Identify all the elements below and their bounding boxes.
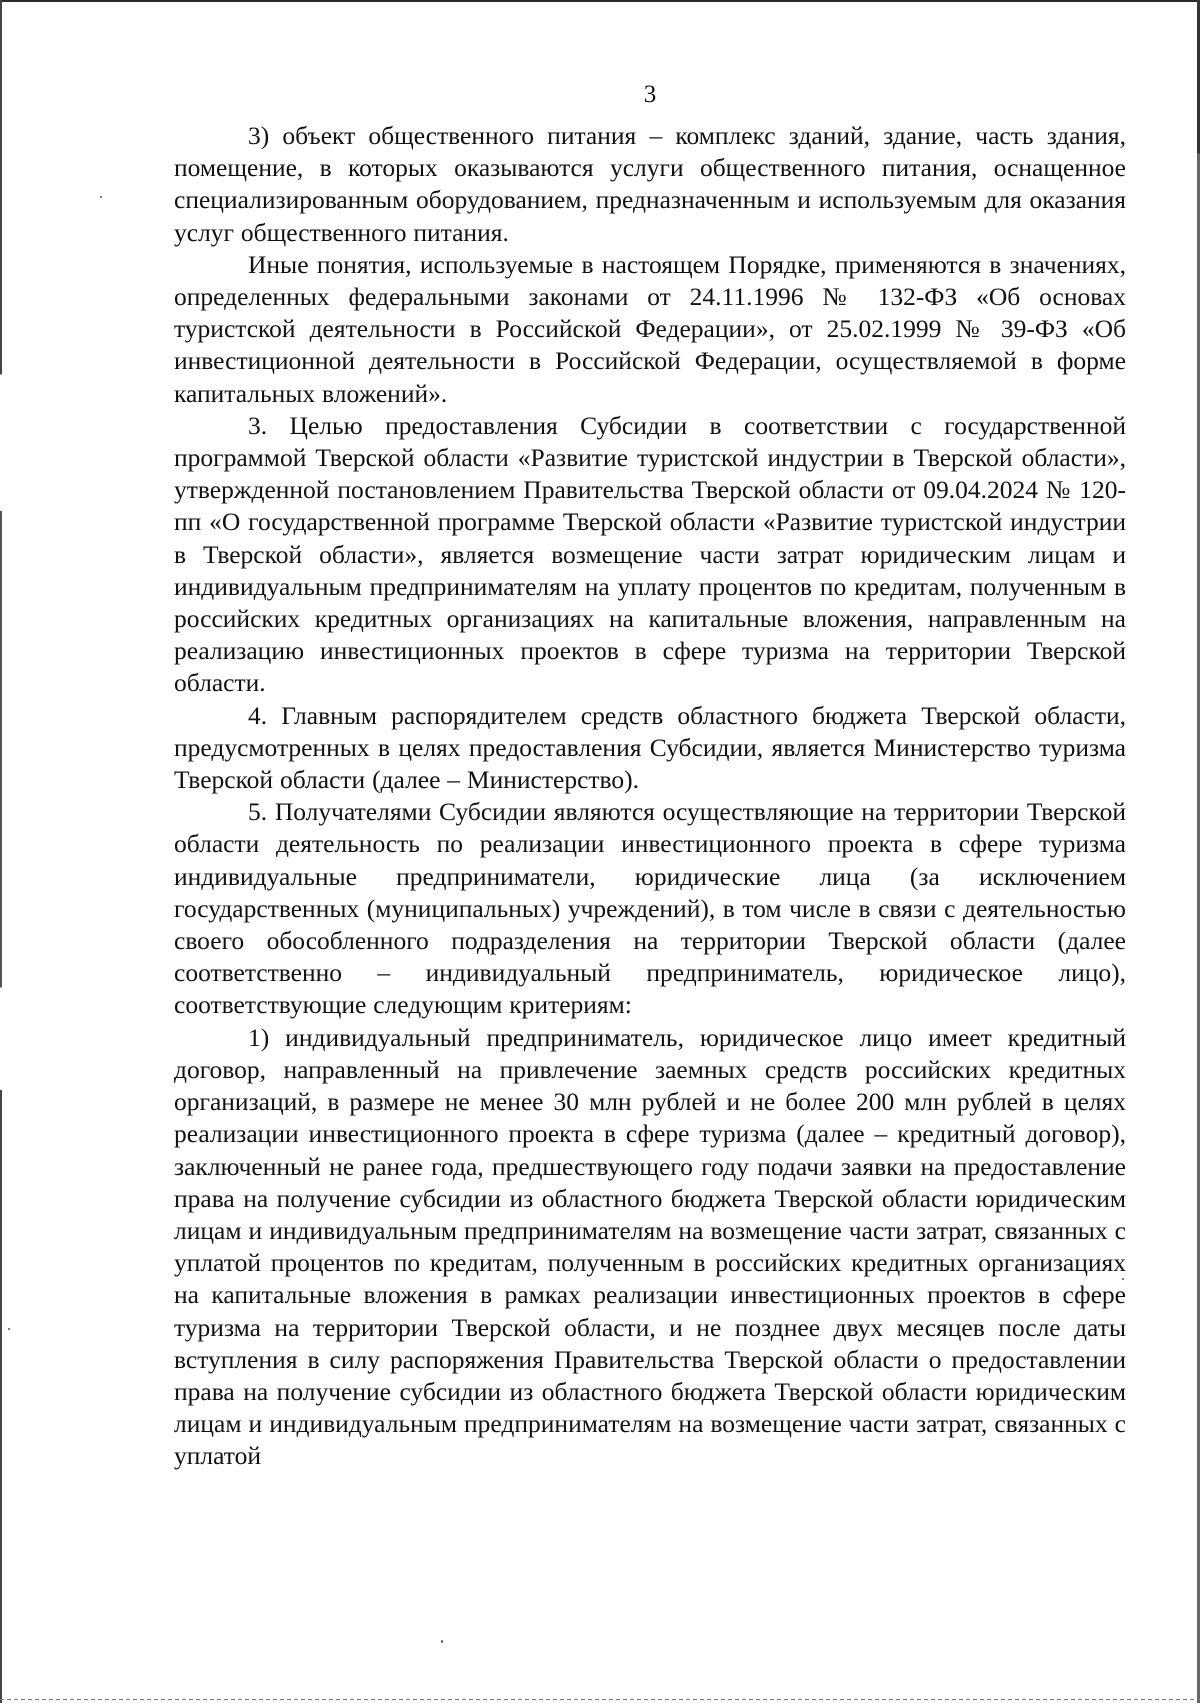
paragraph-other-terms: Иные понятия, используемые в настоящем Порядке, применяются в значениях, определенных федеральными законами от 24.11.1996 № 132-ФЗ «Об основах туристской деятельности в Российской Федерации», от 25.02.1999 № 39-ФЗ «Об инвестиционной деятельности в Российской Федерации, осуществляемой в форме капитальных вложений». — [174, 249, 1126, 408]
scan-speck — [100, 196, 102, 198]
paragraph-subsidy-recipients: 5. Получателями Субсидии являются осуществляющие на территории Тверской области деятельность по реализации инвестиционного проекта в сфере туризма индивидуальные предприниматели, юридические лица (за исключением государственных (муниципальных) учреждений), в том числе в связи с деятельностью своего обособленного подразделения на территории Тверской области (далее соответственно – индивидуальный предприниматель, юридическое лицо), соответствующие следующим критериям: — [174, 797, 1126, 1020]
paragraph-main-budget-administrator: 4. Главным распорядителем средств областного бюджета Тверской области, предусмотренных в целях предоставления Субсидии, является Министерство туризма Тверской области (далее – Министерство). — [174, 700, 1126, 795]
paragraph-criterion-credit-agreement: 1) индивидуальный предприниматель, юридическое лицо имеет кредитный договор, направленный на привлечение заемных средств российских кредитных организаций, в размере не менее 30 млн рублей и не более 200 млн рублей в целях реализации инвестиционного проекта в сфере туризма (далее – кредитный договор), заключенный не ранее года, предшествующего году подачи заявки на предоставление права на получение субсидии из областного бюджета Тверской области юридическим лицам и индивидуальным предпринимателям на возмещение части затрат, связанных с уплатой процентов по кредитам, полученным в российских кредитных организациях на капитальные вложения в рамках реализации инвестиционных проектов в сфере туризма на территории Тверской области, и не позднее двух месяцев после даты вступления в силу распоряжения Правительства Тверской области о предоставлении права на получение субсидии из областного бюджета Тверской области юридическим лицам и индивидуальным предпринимателям на возмещение части затрат, связанных с уплатой — [174, 1022, 1126, 1471]
scan-edge-left — [0, 0, 2, 1703]
page-number: 3 — [643, 81, 657, 108]
document-body — [174, 120, 1126, 1473]
paragraph-subsidy-purpose: 3. Целью предоставления Субсидии в соответствии с государственной программой Тверской области «Развитие туристской индустрии в Тверской области», утвержденной постановлением Правительства Тверской области от 09.04.2024 № 120-пп «О государственной программе Тверской области «Развитие туристской индустрии в Тверской области», является возмещение части затрат юридическим лицам и индивидуальным предпринимателям на уплату процентов по кредитам, полученным в российских кредитных организациях на капитальные вложения, направленным на реализацию инвестиционных проектов в сфере туризма на территории Тверской области. — [174, 410, 1126, 698]
scan-speck — [8, 1328, 10, 1330]
scan-edge-bottom — [0, 1699, 1200, 1700]
scan-edge-top — [0, 0, 1200, 2]
paragraph-definition-catering-object: 3) объект общественного питания – комплекс зданий, здание, часть здания, помещение, в которых оказываются услуги общественного питания, оснащенное специализированным оборудованием, предназначенным и используемым для оказания услуг общественного питания. — [174, 121, 1126, 247]
scan-speck — [441, 1640, 443, 1643]
